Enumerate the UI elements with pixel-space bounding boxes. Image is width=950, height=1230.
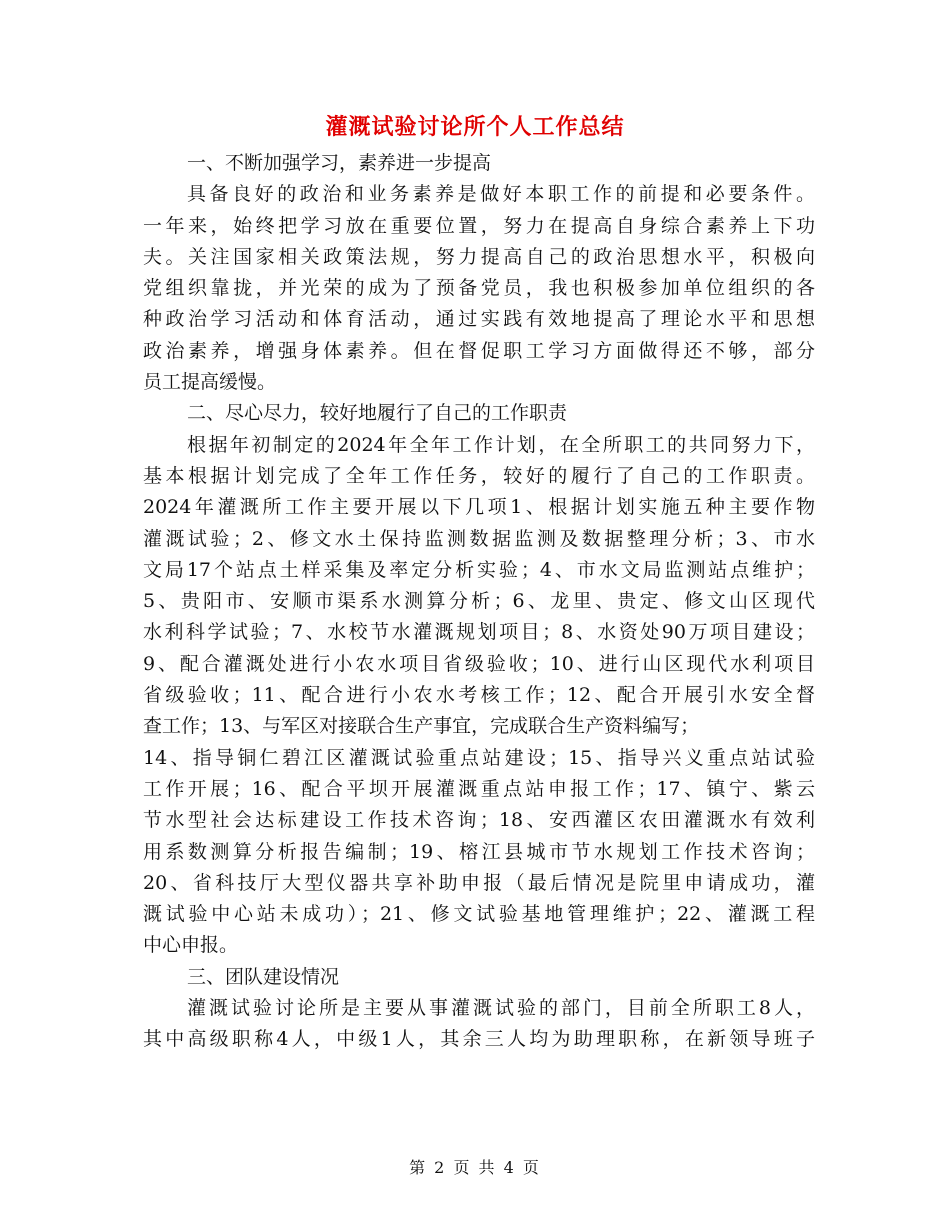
text-line: 水利科学试验；7、水校节水灌溉规划项目；8、水资处90万项目建设； (143, 621, 815, 644)
text-line: 夫。关注国家相关政策法规，努力提高自己的政治思想水平，积极向 (143, 245, 815, 268)
section-heading-1: 一、不断加强学习，素养进一步提高 (187, 152, 492, 174)
text-line: 具备良好的政治和业务素养是做好本职工作的前提和必要条件。 (187, 183, 815, 206)
document-body (143, 148, 815, 1056)
text-line: 其中高级职称4人，中级1人，其余三人均为助理职称，在新领导班子 (143, 1028, 815, 1051)
text-line: 用系数测算分析报告编制；19、榕江县城市节水规划工作技术咨询； (143, 840, 815, 863)
text-line: 根据年初制定的2024年全年工作计划，在全所职工的共同努力下， (187, 433, 815, 456)
text-line: 2024年灌溉所工作主要开展以下几项1、根据计划实施五种主要作物 (143, 496, 815, 519)
section-heading-3: 三、团队建设情况 (187, 965, 340, 988)
text-line: 20、省科技厅大型仪器共享补助申报（最后情况是院里申请成功，灌 (143, 871, 815, 894)
text-line: 5、贵阳市、安顺市渠系水测算分析；6、龙里、贵定、修文山区现代 (143, 590, 815, 613)
text-line: 中心申报。 (143, 934, 239, 957)
text-line: 灌溉试验；2、修文水土保持监测数据监测及数据整理分析；3、市水 (143, 527, 815, 550)
text-line: 政治素养，增强身体素养。但在督促职工学习方面做得还不够，部分 (143, 339, 815, 362)
text-line: 9、配合灌溉处进行小农水项目省级验收；10、进行山区现代水利项目 (143, 652, 815, 675)
text-line: 溉试验中心站未成功）；21、修文试验基地管理维护；22、灌溉工程 (143, 903, 815, 926)
section-heading-2: 二、尽心尽力，较好地履行了自己的工作职责 (187, 402, 568, 425)
page-number-footer: 第 2 页 共 4 页 (409, 1158, 541, 1177)
text-line: 基本根据计划完成了全年工作任务，较好的履行了自己的工作职责。 (143, 464, 815, 487)
text-line: 工作开展；16、配合平坝开展灌溉重点站申报工作；17、镇宁、紫云 (143, 777, 815, 800)
text-line: 节水型社会达标建设工作技术咨询；18、安西灌区农田灌溉水有效利 (143, 809, 815, 832)
text-line: 省级验收；11、配合进行小农水考核工作；12、配合开展引水安全督 (143, 684, 815, 707)
text-line: 文局17个站点土样采集及率定分析实验；4、市水文局监测站点维护； (143, 558, 815, 581)
text-line: 灌溉试验讨论所是主要从事灌溉试验的部门，目前全所职工8人， (187, 997, 815, 1020)
text-line: 14、指导铜仁碧江区灌溉试验重点站建设；15、指导兴义重点站试验 (143, 746, 815, 769)
text-line: 种政治学习活动和体育活动，通过实践有效地提高了理论水平和思想 (143, 308, 815, 331)
document-title: 灌溉试验讨论所个人工作总结 (325, 114, 625, 140)
text-line: 员工提高缓慢。 (143, 371, 277, 394)
text-line: 一年来，始终把学习放在重要位置，努力在提高自身综合素养上下功 (143, 214, 815, 237)
text-line: 党组织靠拢，并光荣的成为了预备党员，我也积极参加单位组织的各 (143, 277, 815, 300)
text-line: 查工作；13、与军区对接联合生产事宜，完成联合生产资料编写； (143, 715, 700, 738)
